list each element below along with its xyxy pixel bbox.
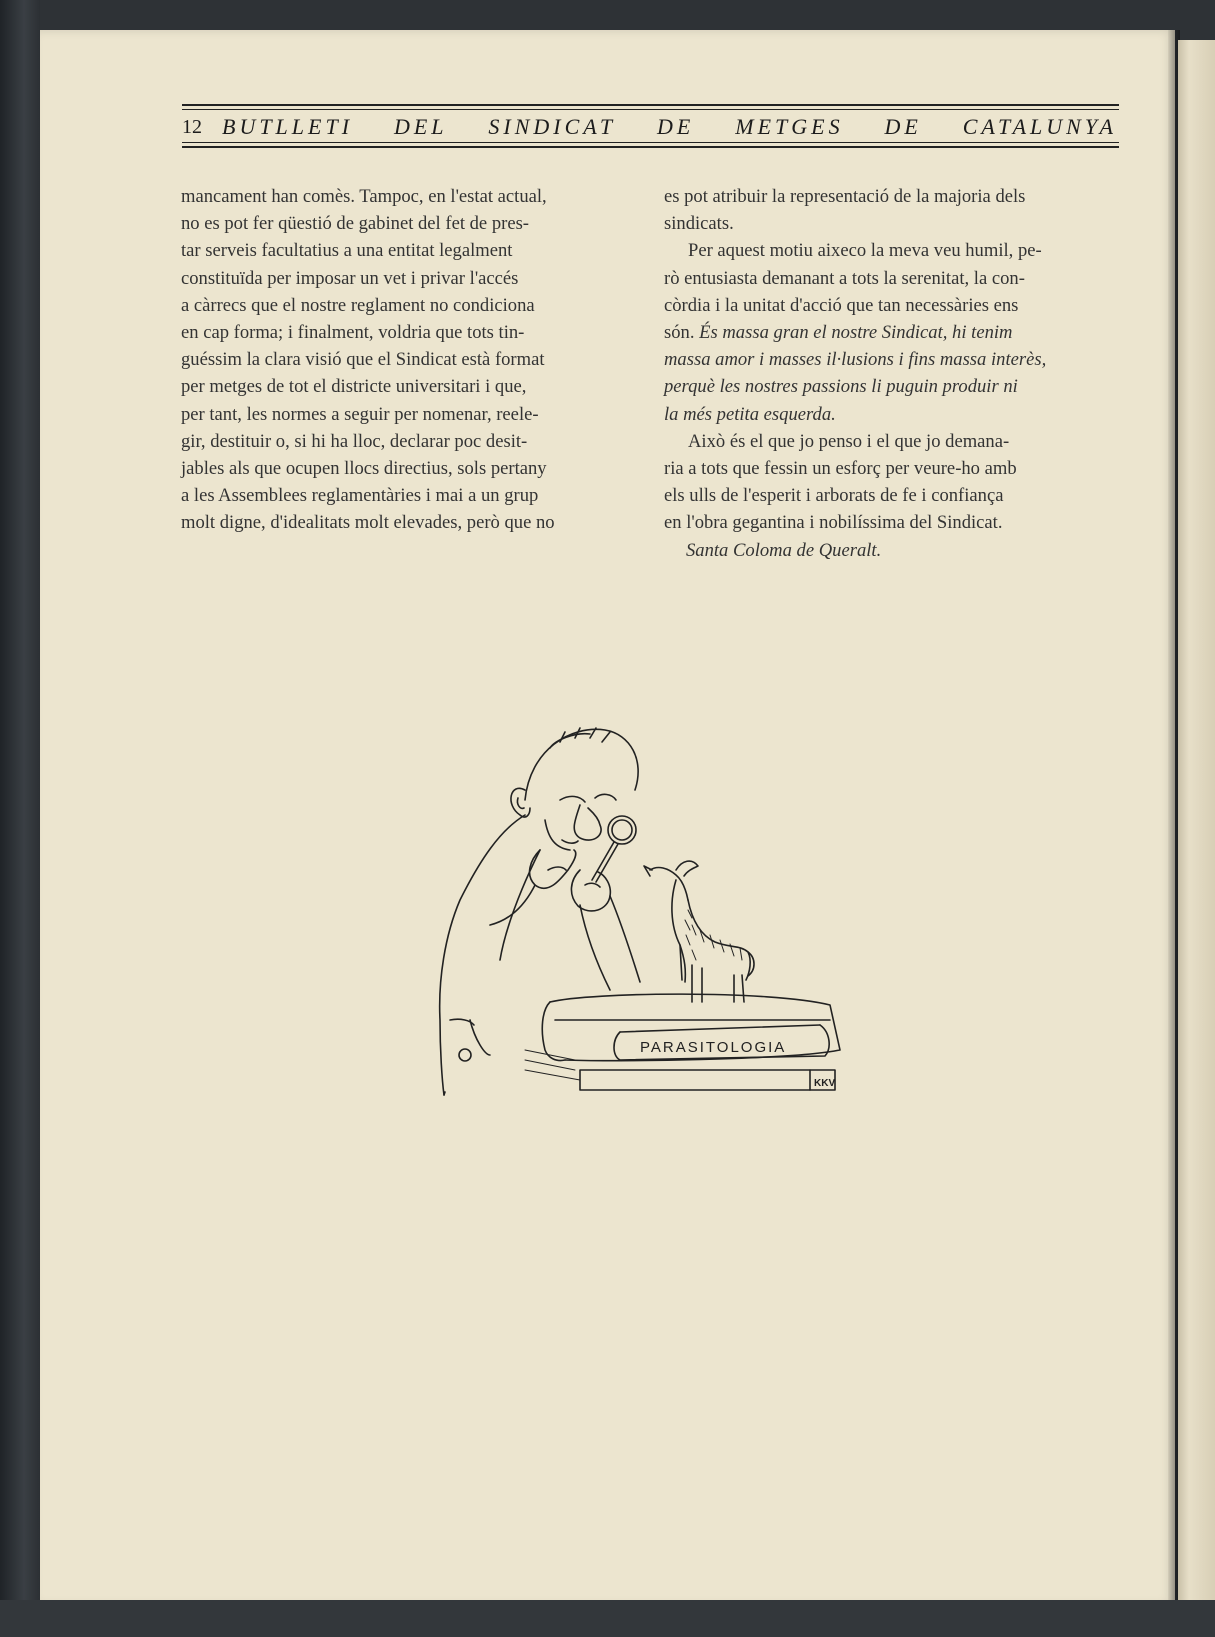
header-top-rule bbox=[182, 104, 1119, 106]
left-column-text bbox=[181, 183, 638, 537]
text-line: gir, destituir o, si hi ha lloc, declarar poc desit- bbox=[181, 430, 528, 452]
text-line: els ulls de l'esperit i arborats de fe i confiança bbox=[664, 485, 1004, 507]
text-line: en l'obra gegantina i nobilíssima del Sindicat. bbox=[664, 512, 1003, 534]
book-title-label: PARASITOLOGIA bbox=[640, 1039, 787, 1056]
scan-background-left bbox=[0, 0, 40, 1637]
text-line: molt digne, d'idealitats molt elevades, però que no bbox=[181, 512, 555, 534]
title-word: CATALUNYA bbox=[962, 114, 1117, 139]
scan-background-bottom bbox=[0, 1600, 1215, 1637]
header-bottom-rule-thin bbox=[182, 142, 1119, 143]
right-column-text bbox=[664, 183, 1117, 564]
title-word: DE bbox=[884, 114, 922, 139]
text-line: Això és el que jo penso i el que jo demana- bbox=[688, 430, 1010, 452]
adjacent-page-edge bbox=[1178, 40, 1215, 1610]
text-line: no es pot fer qüestió de gabinet del fet de pres- bbox=[181, 213, 529, 235]
text-line: sindicats. bbox=[664, 213, 734, 235]
title-word: BUTLLETI bbox=[222, 114, 354, 139]
header-top-rule-thin bbox=[182, 109, 1119, 110]
text-line-mixed bbox=[664, 319, 1117, 346]
italic-text-line: la més petita esquerda. bbox=[664, 403, 836, 425]
parasitology-cartoon-illustration bbox=[430, 720, 870, 1150]
text-fragment: són. bbox=[664, 322, 695, 344]
text-line: guéssim la clara visió que el Sindicat està format bbox=[181, 349, 545, 371]
text-line: Per aquest motiu aixeco la meva veu humil, pe- bbox=[688, 240, 1042, 262]
journal-title bbox=[222, 114, 1119, 140]
italic-text-line: massa amor i masses il·lusions i fins massa interès, bbox=[664, 349, 1047, 371]
title-word: DE bbox=[657, 114, 695, 139]
text-line: ria a tots que fessin un esforç per veure-ho amb bbox=[664, 458, 1017, 480]
text-line: còrdia i la unitat d'acció que tan necessàries ens bbox=[664, 294, 1019, 316]
text-line: per tant, les normes a seguir per nomenar, reele- bbox=[181, 403, 539, 425]
signature-place: Santa Coloma de Queralt. bbox=[686, 539, 882, 561]
title-word: DEL bbox=[393, 114, 448, 139]
text-line: mancament han comès. Tampoc, en l'estat actual, bbox=[181, 186, 547, 207]
doctor-figure bbox=[440, 728, 640, 1095]
italic-text: És massa gran el nostre Sindicat, hi tenim bbox=[699, 322, 1013, 344]
text-line: es pot atribuir la representació de la majoria dels bbox=[664, 186, 1026, 207]
artist-monogram: KKV bbox=[814, 1078, 836, 1089]
italic-text-line: perquè les nostres passions li puguin produir ni bbox=[664, 376, 1018, 398]
text-line: en cap forma; i finalment, voldria que tots tin- bbox=[181, 322, 525, 344]
text-line: a les Assemblees reglamentàries i mai a un grup bbox=[181, 485, 539, 507]
text-line: per metges de tot el districte universitari i que, bbox=[181, 376, 527, 398]
running-header bbox=[182, 112, 1119, 142]
text-line: tar serveis facultatius a una entitat legalment bbox=[181, 240, 513, 262]
title-word: METGES bbox=[735, 114, 844, 139]
header-bottom-rule bbox=[182, 146, 1119, 148]
goat-figure bbox=[644, 861, 754, 1002]
text-line: constituïda per imposar un vet i privar l'accés bbox=[181, 267, 519, 289]
title-word: SINDICAT bbox=[488, 114, 617, 139]
text-line: rò entusiasta demanant a tots la serenitat, la con- bbox=[664, 267, 1025, 289]
text-line: a càrrecs que el nostre reglament no condiciona bbox=[181, 294, 535, 316]
page-number: 12 bbox=[182, 115, 202, 138]
text-line: jables als que ocupen llocs directius, sols pertany bbox=[181, 458, 547, 480]
